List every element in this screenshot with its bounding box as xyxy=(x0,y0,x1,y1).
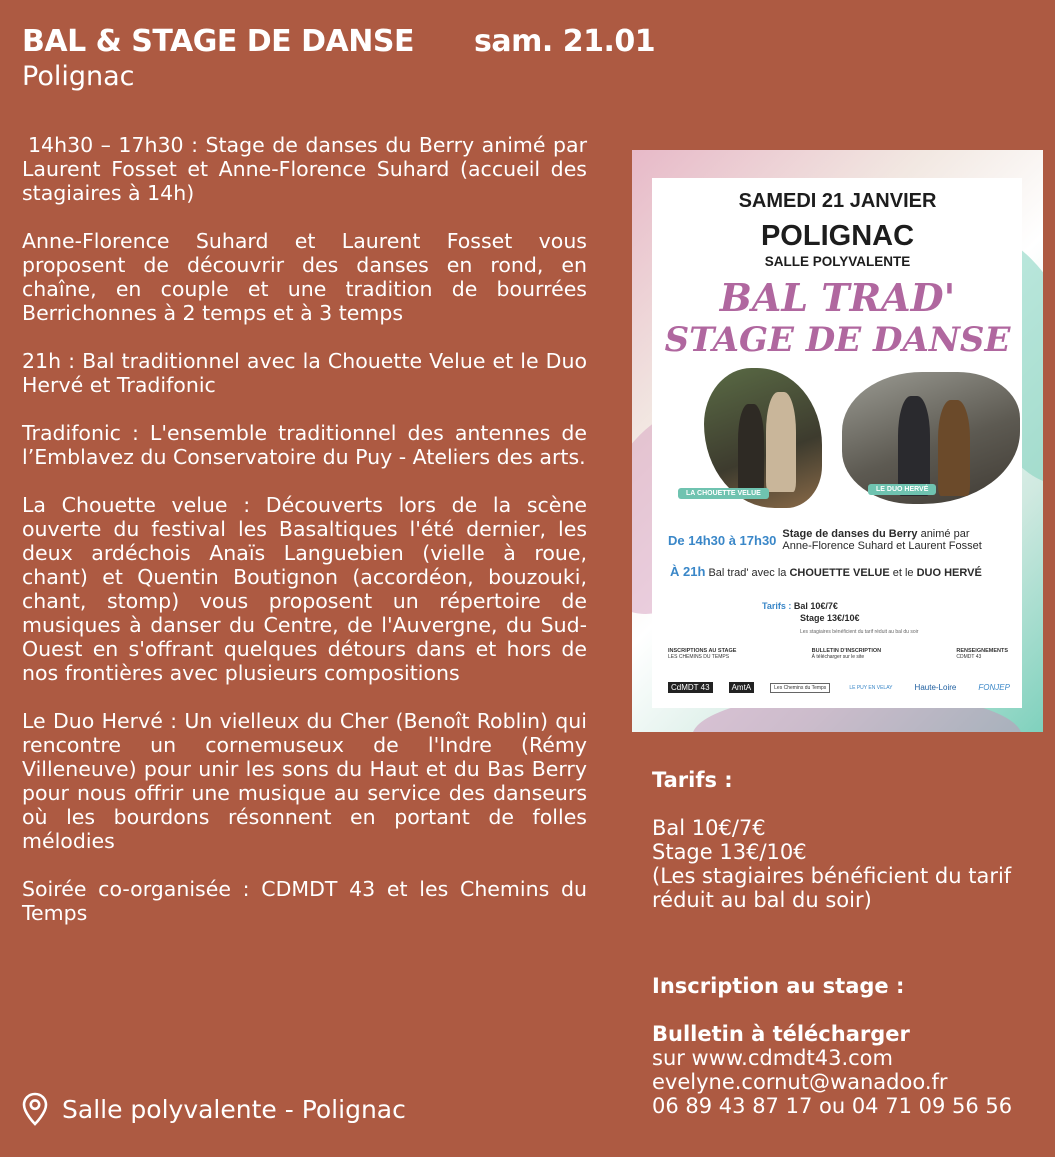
poster-date: SAMEDI 21 JANVIER xyxy=(738,190,937,212)
event-town: Polignac xyxy=(22,61,135,92)
map-pin-icon xyxy=(22,1092,48,1126)
poster-foot-inscriptions xyxy=(668,648,736,660)
paragraph-stage: Anne-Florence Suhard et Laurent Fosset vous proposent de découvrir des danses en rond, en chaîne, en couple et une tradition de bourrées Berrichonnes à 2 temps et à 3 temps xyxy=(22,229,587,325)
poster-footer xyxy=(668,648,1008,660)
tarifs-block xyxy=(652,816,1052,912)
poster-time-bal: À 21h xyxy=(670,564,706,579)
poster-town: POLIGNAC xyxy=(760,220,915,252)
poster-bal-text-d: DUO HERVÉ xyxy=(916,567,982,579)
tag-duo-herve: LE DUO HERVÉ xyxy=(868,484,936,495)
poster-bal-text-c: et le xyxy=(889,567,917,579)
website-link[interactable]: sur www.cdmdt43.com xyxy=(652,1046,893,1070)
event-poster xyxy=(632,150,1043,732)
poster-tarif-bal: Bal 10€/7€ xyxy=(793,601,838,611)
poster-stage-teachers: Anne-Florence Suhard et Laurent Fosset xyxy=(782,540,982,552)
poster-title-bal: BAL TRAD' xyxy=(719,275,956,320)
poster-tarifs xyxy=(762,600,918,638)
tag-chouette-velue: LA CHOUETTE VELUE xyxy=(678,488,769,499)
poster-stage-text: animé par xyxy=(917,528,970,540)
foot3-title: RENSEIGNEMENTS xyxy=(956,648,1008,654)
logo-haute-loire: Haute-Loire xyxy=(914,683,957,692)
event-date: sam. 21.01 xyxy=(474,24,656,59)
foot3-text: CDMDT 43 xyxy=(956,654,982,660)
event-description xyxy=(22,133,587,949)
phone-numbers[interactable]: 06 89 43 87 17 ou 04 71 09 56 56 xyxy=(652,1094,1013,1118)
paragraph-duo-herve: Le Duo Hervé : Un vielleux du Cher (Benoît Roblin) qui rencontre un cornemuseux de l'Indre (Rémy Villeneuve) pour unir les sons du Haut et du Bas Berry pour nous offrir une musique au service des danseurs où les bourdons résonnent en portant de folles mélodies xyxy=(22,709,587,853)
logo-amta: AmtA xyxy=(729,682,755,693)
paragraph-organisers: Soirée co-organisée : CDMDT 43 et les Chemins du Temps xyxy=(22,877,587,925)
location[interactable] xyxy=(22,1092,406,1126)
tarif-note: (Les stagiaires bénéficient du tarif réduit au bal du soir) xyxy=(652,864,1012,912)
paragraph-bal: 21h : Bal traditionnel avec la Chouette Velue et le Duo Hervé et Tradifonic xyxy=(22,349,587,397)
poster-foot-bulletin xyxy=(812,648,881,660)
bulletin-label: Bulletin à télécharger xyxy=(652,1022,910,1046)
foot1-title: INSCRIPTIONS AU STAGE xyxy=(668,648,737,654)
poster-tarifs-label: Tarifs : xyxy=(762,601,792,611)
foot2-title: BULLETIN D'INSCRIPTION xyxy=(811,648,882,654)
foot1-text: LES CHEMINS DU TEMPS xyxy=(668,654,730,660)
poster-foot-renseignements xyxy=(956,648,1008,660)
poster-logos xyxy=(668,682,1013,693)
poster-stage-bold: Stage de danses du Berry xyxy=(782,528,918,540)
paragraph-tradifonic: Tradifonic : L'ensemble traditionnel des antennes de l’Emblavez du Conservatoire du Puy - Ateliers des arts. xyxy=(22,421,587,469)
event-title: BAL & STAGE DE DANSE xyxy=(22,24,414,59)
foot2-text: À télécharger sur le site xyxy=(811,654,865,660)
location-label: Salle polyvalente - Polignac xyxy=(62,1094,406,1124)
poster-time-stage: De 14h30 à 17h30 xyxy=(668,533,777,548)
paragraph-schedule: 14h30 – 17h30 : Stage de danses du Berry animé par Laurent Fosset et Anne-Florence Suhard (accueil des stagiaires à 14h) xyxy=(22,133,587,205)
practical-info xyxy=(652,768,1052,1118)
poster-title-stage: STAGE DE DANSE xyxy=(664,320,1011,360)
poster-tarif-stage: Stage 13€/10€ xyxy=(800,613,860,623)
title-line xyxy=(22,24,655,59)
poster-tarif-note: Les stagiaires bénéficient du tarif réduit au bal du soir xyxy=(800,629,919,635)
poster-schedule xyxy=(668,528,982,579)
logo-le-puy: LE PUY EN VELAY xyxy=(849,684,893,691)
logo-fonjep: FONJEP xyxy=(978,683,1010,692)
tarif-stage: Stage 13€/10€ xyxy=(652,840,807,864)
tarifs-title: Tarifs : xyxy=(652,768,733,792)
poster-bal-text-a: Bal trad' avec la xyxy=(705,567,790,579)
poster-venue: SALLE POLYVALENTE xyxy=(764,254,911,269)
event-header xyxy=(22,24,655,92)
email-link[interactable]: evelyne.cornut@wanadoo.fr xyxy=(652,1070,948,1094)
poster-bal-text-b: CHOUETTE VELUE xyxy=(789,567,890,579)
logo-cdmdt: CdMDT 43 xyxy=(668,682,713,693)
logo-chemins-du-temps: Les Chemins du Temps xyxy=(770,683,830,693)
paragraph-chouette: La Chouette velue : Découverts lors de la scène ouverte du festival les Basaltiques l'été dernier, les deux ardéchois Anaïs Languebien (vielle à roue, chant) et Quentin Boutignon (accordéon, bouzouki, chant, stomp) vous proposent un répertoire de musiques à danser du Centre, de l'Auvergne, du Sud-Ouest en s'offrant quelques détours dans et hors de nos frontières avec plusieurs compositions xyxy=(22,493,587,685)
tarif-bal: Bal 10€/7€ xyxy=(652,816,766,840)
inscription-title: Inscription au stage : xyxy=(652,974,905,998)
